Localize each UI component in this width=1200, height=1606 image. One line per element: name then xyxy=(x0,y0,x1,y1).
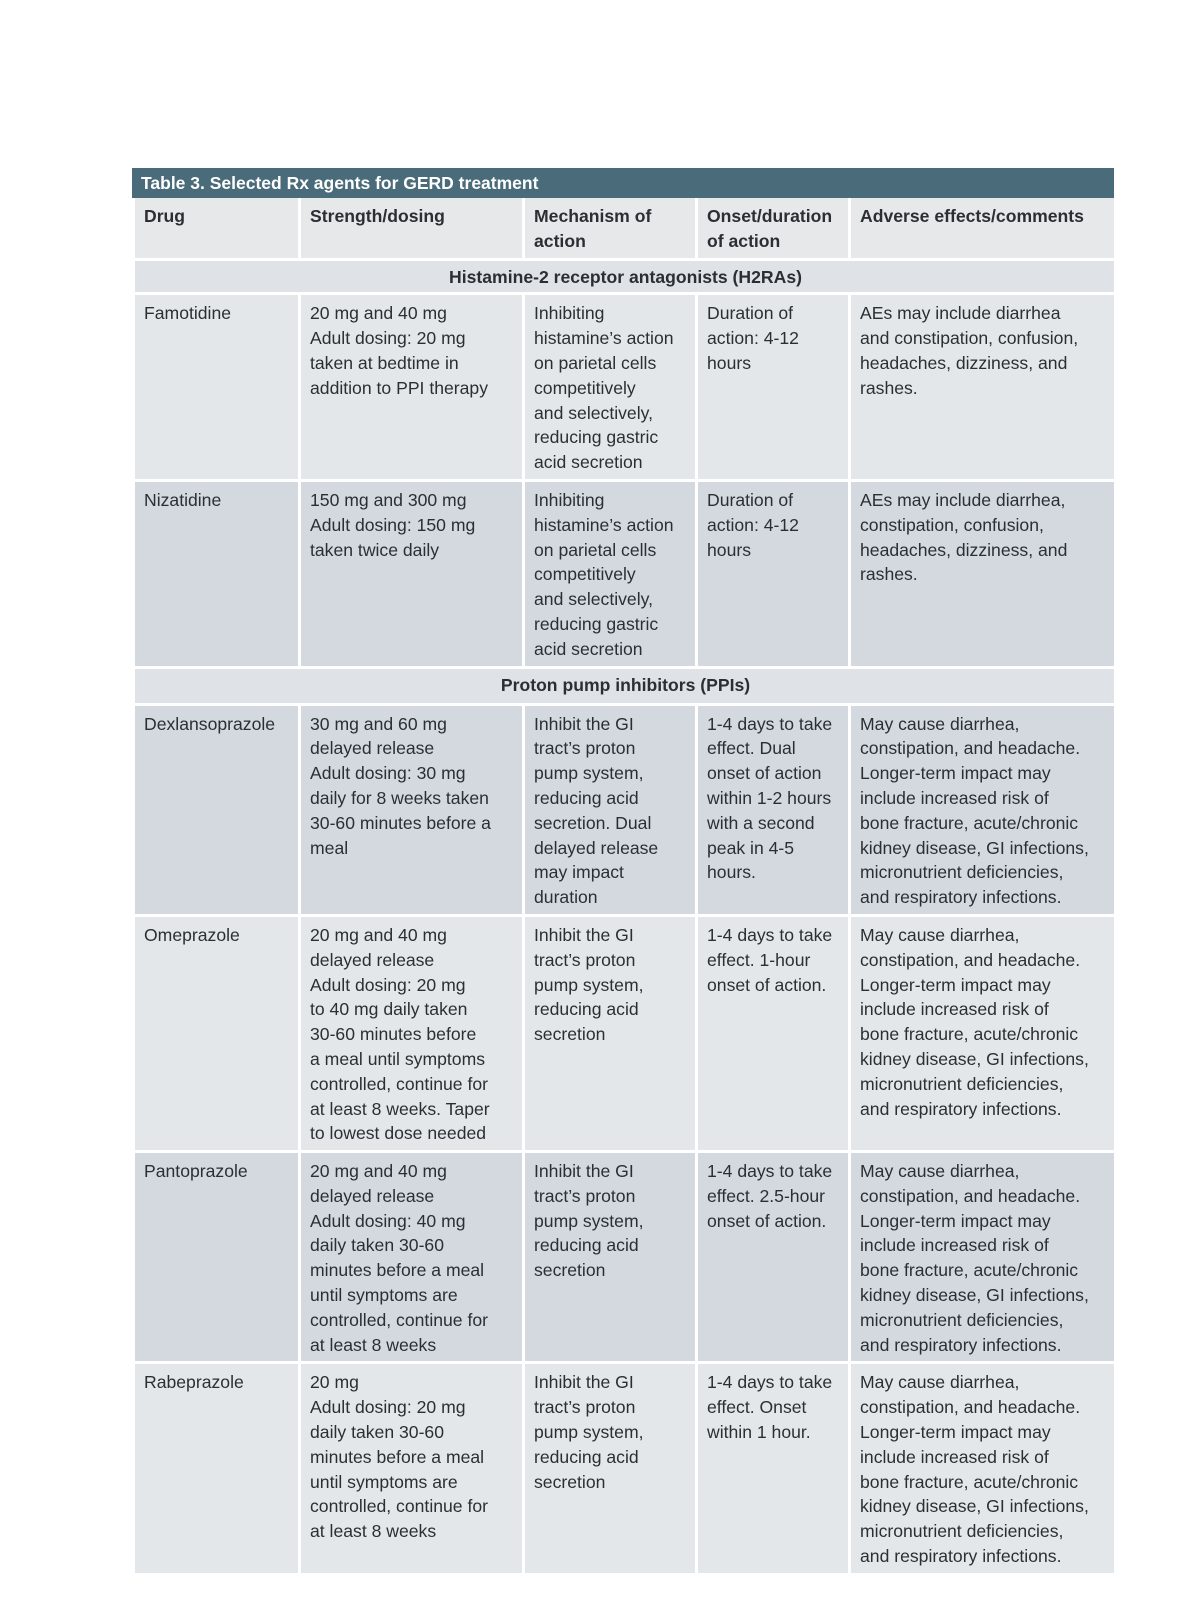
cell-onset: 1-4 days to take effect. 1-hour onset of action. xyxy=(697,915,850,1151)
section-row-ppi xyxy=(134,667,1116,704)
cell-adverse: AEs may include diarrhea and constipation, confusion, headaches, dizziness, and rashes. xyxy=(850,294,1116,481)
cell-mechanism: Inhibit the GI tract’s proton pump system, reducing acid secretion xyxy=(524,915,697,1151)
table-row-famotidine xyxy=(134,294,1116,481)
table-row-rabeprazole xyxy=(134,1363,1116,1574)
cell-mechanism: Inhibit the GI tract’s proton pump system, reducing acid secretion xyxy=(524,1363,697,1574)
drug-table xyxy=(132,198,1117,1576)
header-mechanism: Mechanism of action xyxy=(524,198,697,259)
header-adverse: Adverse effects/comments xyxy=(850,198,1116,259)
cell-onset: 1-4 days to take effect. Onset within 1 hour. xyxy=(697,1363,850,1574)
cell-onset: 1-4 days to take effect. Dual onset of action within 1-2 hours with a second peak in 4-5 hours. xyxy=(697,704,850,915)
gerd-rx-table xyxy=(132,168,1114,1576)
cell-mechanism: Inhibiting histamine’s action on parietal cells competitively and selectively, reducing gastric acid secretion xyxy=(524,294,697,481)
cell-drug: Omeprazole xyxy=(134,915,300,1151)
table-row-dexlansoprazole xyxy=(134,704,1116,915)
cell-strength: 150 mg and 300 mg Adult dosing: 150 mg taken twice daily xyxy=(300,480,524,667)
table-row-pantoprazole xyxy=(134,1152,1116,1363)
cell-adverse: AEs may include diarrhea, constipation, confusion, headaches, dizziness, and rashes. xyxy=(850,480,1116,667)
cell-onset: 1-4 days to take effect. 2.5-hour onset of action. xyxy=(697,1152,850,1363)
cell-adverse: May cause diarrhea, constipation, and headache. Longer-term impact may include increased risk of bone fracture, acute/chronic kidney disease, GI infections, micronutrient deficiencies, and respiratory infections. xyxy=(850,915,1116,1151)
cell-drug: Nizatidine xyxy=(134,480,300,667)
cell-onset: Duration of action: 4-12 hours xyxy=(697,480,850,667)
cell-adverse: May cause diarrhea, constipation, and headache. Longer-term impact may include increased risk of bone fracture, acute/chronic kidney disease, GI infections, micronutrient deficiencies, and respiratory infections. xyxy=(850,1363,1116,1574)
header-strength: Strength/dosing xyxy=(300,198,524,259)
cell-drug: Famotidine xyxy=(134,294,300,481)
cell-onset: Duration of action: 4-12 hours xyxy=(697,294,850,481)
table-row-nizatidine xyxy=(134,480,1116,667)
table-row-omeprazole xyxy=(134,915,1116,1151)
section-title-ppi: Proton pump inhibitors (PPIs) xyxy=(134,667,1116,704)
cell-mechanism: Inhibit the GI tract’s proton pump system, reducing acid secretion. Dual delayed release may impact duration xyxy=(524,704,697,915)
cell-strength: 20 mg and 40 mg delayed release Adult dosing: 20 mg to 40 mg daily taken 30-60 minutes before a meal until symptoms controlled, continue for at least 8 weeks. Taper to lowest dose needed xyxy=(300,915,524,1151)
cell-strength: 20 mg and 40 mg Adult dosing: 20 mg taken at bedtime in addition to PPI therapy xyxy=(300,294,524,481)
header-drug: Drug xyxy=(134,198,300,259)
cell-drug: Rabeprazole xyxy=(134,1363,300,1574)
cell-drug: Pantoprazole xyxy=(134,1152,300,1363)
cell-drug: Dexlansoprazole xyxy=(134,704,300,915)
header-row xyxy=(134,198,1116,259)
cell-strength: 20 mg and 40 mg delayed release Adult dosing: 40 mg daily taken 30-60 minutes before a meal until symptoms are controlled, continue for at least 8 weeks xyxy=(300,1152,524,1363)
table-title: Table 3. Selected Rx agents for GERD treatment xyxy=(132,168,1114,198)
cell-mechanism: Inhibiting histamine’s action on parietal cells competitively and selectively, reducing gastric acid secretion xyxy=(524,480,697,667)
header-onset: Onset/duration of action xyxy=(697,198,850,259)
cell-strength: 30 mg and 60 mg delayed release Adult dosing: 30 mg daily for 8 weeks taken 30-60 minutes before a meal xyxy=(300,704,524,915)
cell-strength: 20 mg Adult dosing: 20 mg daily taken 30-60 minutes before a meal until symptoms are controlled, continue for at least 8 weeks xyxy=(300,1363,524,1574)
cell-adverse: May cause diarrhea, constipation, and headache. Longer-term impact may include increased risk of bone fracture, acute/chronic kidney disease, GI infections, micronutrient deficiencies, and respiratory infections. xyxy=(850,704,1116,915)
cell-mechanism: Inhibit the GI tract’s proton pump system, reducing acid secretion xyxy=(524,1152,697,1363)
cell-adverse: May cause diarrhea, constipation, and headache. Longer-term impact may include increased risk of bone fracture, acute/chronic kidney disease, GI infections, micronutrient deficiencies, and respiratory infections. xyxy=(850,1152,1116,1363)
section-title-h2ra: Histamine-2 receptor antagonists (H2RAs) xyxy=(134,259,1116,294)
section-row-h2ra xyxy=(134,259,1116,294)
